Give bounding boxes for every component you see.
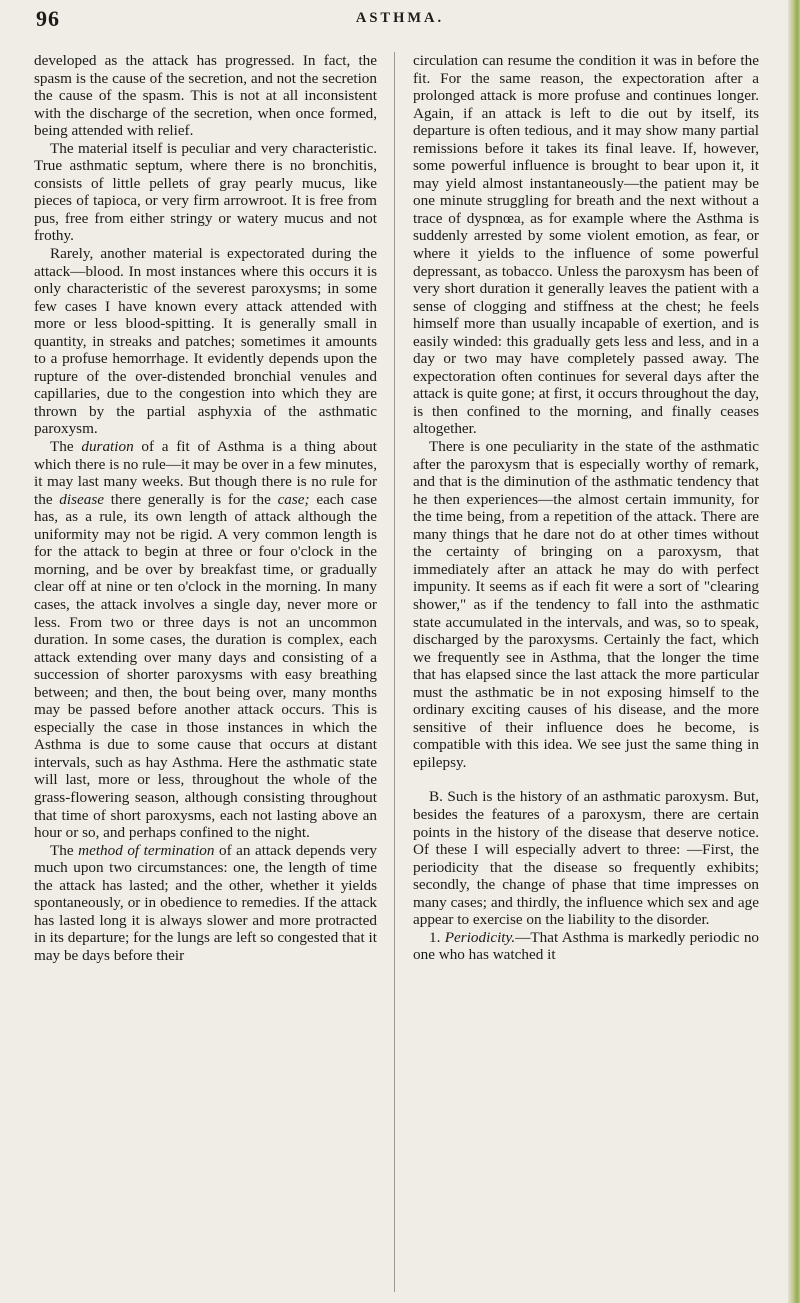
running-head: ASTHMA.	[355, 10, 445, 26]
paragraph-material: The material itself is peculiar and very characteristic. True asthmatic septum, where there is no bronchitis, consists of little pellets of gray pearly mucus, like pieces of tapioca, or very firm arrowroot. It is free from pus, free from either stringy or watery mucus and not frothy.	[34, 139, 377, 245]
emphasis-method-of-termination: method of termination	[78, 841, 215, 859]
right-column	[413, 52, 759, 964]
paragraph-continued: developed as the attack has progressed. In fact, the spasm is the cause of the secretion, and not the secretion the cause of the spasm. This is not at all inconsistent with the discharge of the secretion, when once formed, being attended with relief.	[34, 52, 377, 140]
paragraph-periodicity: 1. Periodicity.—That Asthma is markedly periodic no one who has watched it	[413, 928, 760, 964]
emphasis-duration: duration	[81, 438, 134, 456]
paragraph-section-b: B. Such is the history of an asthmatic paroxysm. But, besides the features of a paroxysm, there are certain points in the history of the disease that deserve notice. Of these I will especially advert to three: —First, the periodicity that the disease so frequently exhibits; secondly, the change of phase that time impresses on many cases; and thirdly, the influence which sex and age appear to exercise on the liability to the disorder.	[413, 788, 759, 929]
column-divider	[394, 52, 395, 1292]
emphasis-periodicity: Periodicity.	[444, 928, 516, 946]
paragraph-circulation: circulation can resume the condition it was in before the fit. For the same reason, the expectoration after a prolonged attack is more profuse and continues longer. Again, if an attack is left to die out by itself, its departure is often tedious, and it may show many partial remissions before it takes its final leave. If, however, some powerful influence is brought to bear upon it, it may yield almost instantaneously—the patient may be one minute struggling for breath and the next without a trace of dyspnœa, as for example where the Asthma is suddenly arrested by some violent emotion, as fear, or where it yields to the influence of some powerful depressant, as tobacco. Unless the paroxysm has been of very short duration it generally leaves the patient with a sense of clogging and stiffness at the chest; he feels himself more than usually incapable of exertion, and is easily winded: this gradually gets less and less, and in a day or two may have completely passed away. The expectoration often continues for several days after the attack is quite gone; at first, it occurs throughout the day, is then confined to the morning, and finally ceases altogether.	[413, 52, 759, 438]
paragraph-termination: The method of termination of an attack depends very much upon two circumstances: one, the length of time the attack has lasted; and the other, whether it yields spontaneously, or in obedience to remedies. If the attack has lasted long it is always slower and more protracted in its departure; for the lungs are left so congested that it may be days before their	[34, 841, 377, 964]
emphasis-case: case;	[277, 490, 310, 508]
paragraph-blood: Rarely, another material is expectorated during the attack—blood. In most instances where this occurs it is only characteristic of the severest paroxysms; in some few cases I have known every attack attended with more or less blood-spitting. It is generally small in quantity, in streaks and patches; sometimes it amounts to a profuse hemorrhage. It evidently depends upon the rupture of the over-distended bronchial venules and capillaries, due to the congestion into which they are thrown by the partial asphyxia of the asthmatic paroxysm.	[34, 245, 377, 438]
left-column	[34, 52, 377, 964]
page-edge-binding	[788, 0, 800, 1303]
paragraph-peculiarity: There is one peculiarity in the state of the asthmatic after the paroxysm that is especially worthy of remark, and that is the diminution of the asthmatic tendency that he then experiences—the almost certain immunity, for the time being, from a repetition of the attack. There are many things that he dare not do at other times without the certainty of bringing on a paroxysm, that immediately after an attack he may do with perfect impunity. It seems as if each fit were a sort of "clearing shower," as if the tendency to fall into the asthmatic state accumulated in the intervals, and was, so to speak, discharged by the paroxysms. Certainly the fact, which we frequently see in Asthma, that the longer the time that has elapsed since the last attack the more particular must the asthmatic be in not exposing himself to the ordinary exciting causes of his disease, and the more sensitive of their influence does he become, is compatible with this idea. We see just the same thing in epilepsy.	[413, 438, 759, 771]
page-number: 96	[36, 6, 60, 31]
paragraph-duration: The duration of a fit of Asthma is a thing about which there is no rule—it may be over in a few minutes, it may last many weeks. But though there is no rule for the disease there generally is for the case; each case has, as a rule, its own length of attack although the uniformity may not be rigid. A very common length is for the attack to begin at three or four o'clock in the morning, and be over by breakfast time, or gradually clear off at nine or ten o'clock in the morning. In many cases, the attack involves a single day, never more or less. From two or three days is not an uncommon duration. In some cases, the duration is complex, each attack extending over many days and consisting of a succession of shorter paroxysms with easy breathing between; and then, the bout being over, many months may be passed before another attack occurs. This is especially the case in those instances in which the Asthma is due to some cause that occurs at distant intervals, such as hay Asthma. Here the asthmatic state will last, more or less, throughout the whole of the grass-flowering season, although consisting throughout that time of short paroxysms, each not lasting above an hour or so, and perhaps confined to the night.	[34, 438, 377, 842]
emphasis-disease: disease	[59, 490, 104, 508]
